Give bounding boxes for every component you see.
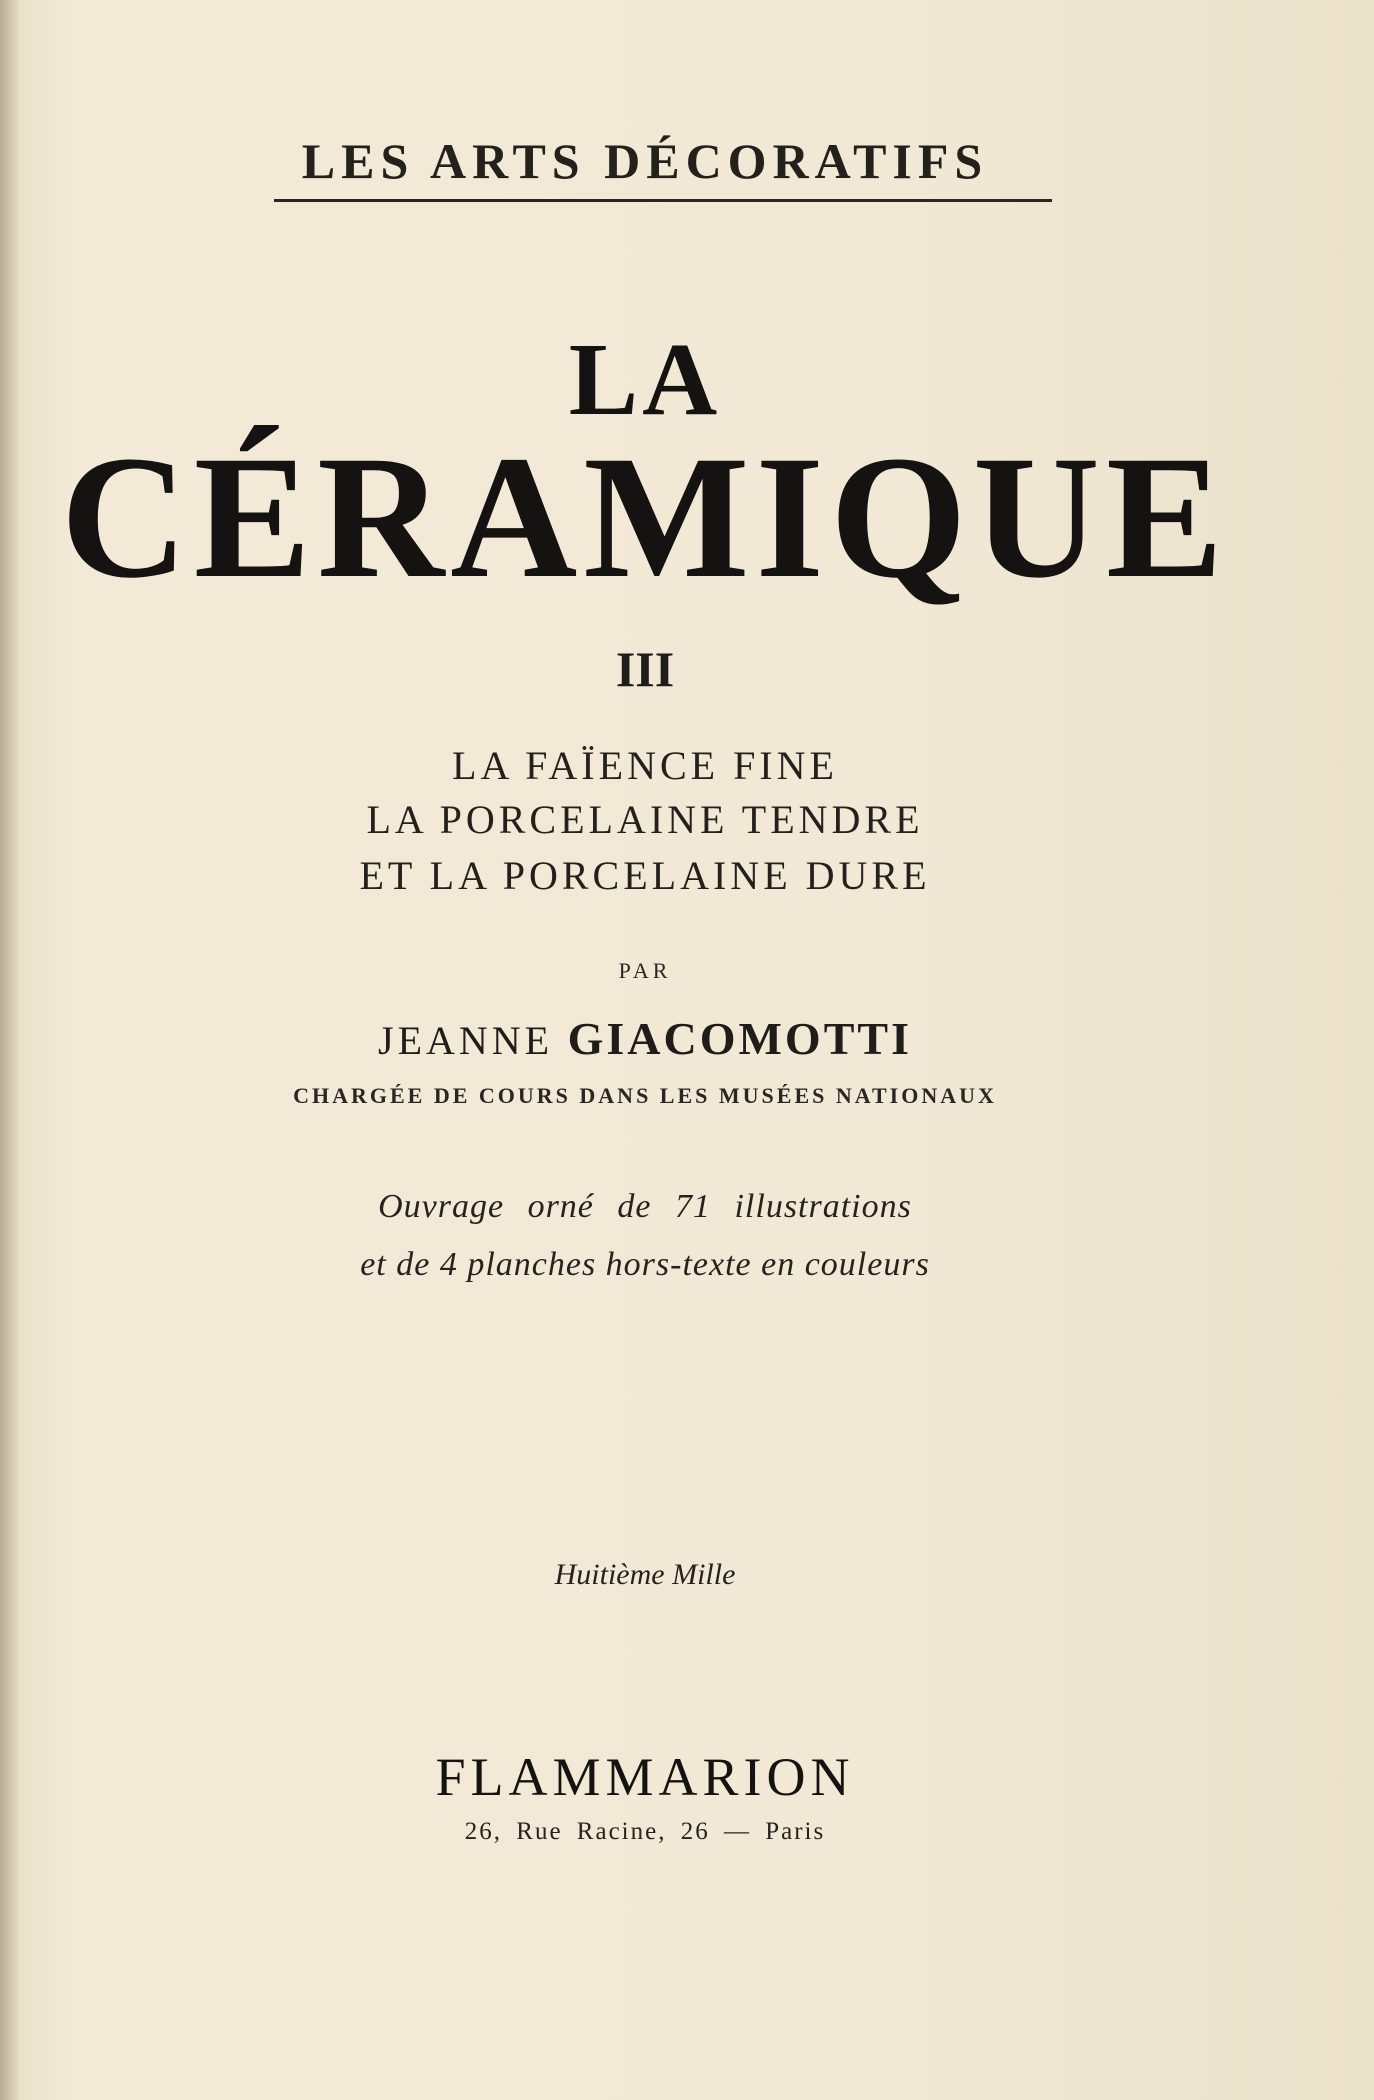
illustrations-line-1: Ouvrage orné de 71 illustrations	[378, 1188, 912, 1225]
series-title: LES ARTS DÉCORATIFS	[301, 133, 989, 189]
author-role: CHARGÉE DE COURS DANS LES MUSÉES NATIONAUX	[293, 1083, 997, 1108]
subtitle-line-2: LA PORCELAINE TENDRE	[366, 797, 924, 842]
publisher-address: 26, Rue Racine, 26 — Paris	[464, 1818, 826, 1845]
edition-note: Huitième Mille	[554, 1558, 736, 1591]
title-article: LA	[568, 322, 722, 437]
illustrations-line-2: et de 4 planches hors-texte en couleurs	[360, 1246, 930, 1283]
by-label: PAR	[618, 958, 672, 983]
author-last-name: GIACOMOTTI	[567, 1013, 912, 1064]
publisher-name: FLAMMARION	[435, 1747, 855, 1807]
subtitle-line-1: LA FAÏENCE FINE	[452, 743, 838, 788]
series-underline	[274, 199, 1052, 202]
subtitle-line-3: ET LA PORCELAINE DURE	[359, 853, 931, 898]
volume-number: III	[615, 641, 675, 697]
main-title: CÉRAMIQUE	[60, 420, 1230, 615]
author-first-name: JEANNE	[378, 1018, 554, 1063]
author-name	[0, 1012, 1290, 1065]
